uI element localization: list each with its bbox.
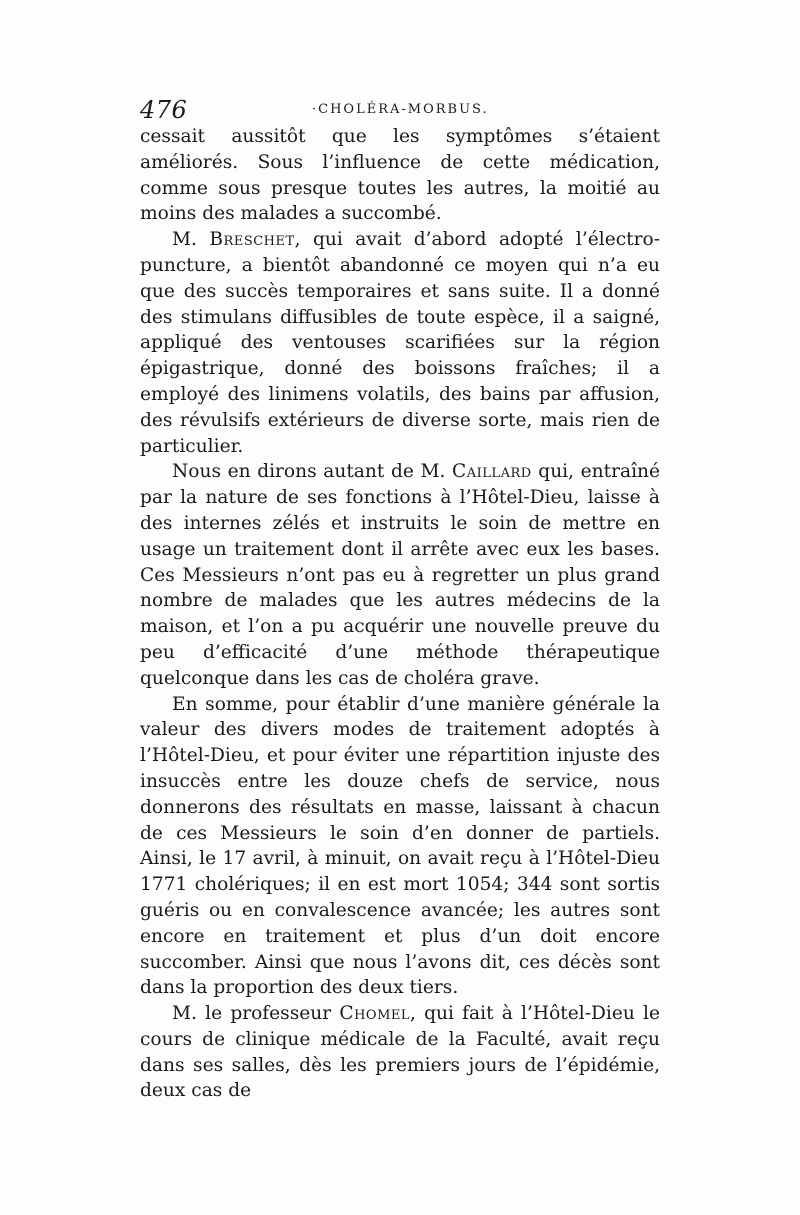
paragraph-2-prefix: M. <box>172 229 210 251</box>
page-number: 476 <box>140 96 188 124</box>
paragraph-2 <box>140 227 660 459</box>
paragraph-1-text: cessait aussitôt que les symptômes s’étaient améliorés. Sous l’influence de cette médication, comme sous presque toutes les autres, la moitié au moins des malades a succombé. <box>140 126 660 225</box>
person-name-breschet: Breschet <box>209 229 295 251</box>
paragraph-2-text: , qui avait d’abord adopté l’électro-puncture, a bientôt abandonné ce moyen qui n’a eu que des succès temporaires et sans suite. Il a donné des stimulans diffusibles de toute espèce, il a saigné, appliqué des ventouses scarifiées sur la région épigastrique, donné des boissons fraîches; il a employé des linimens volatils, des bains par affusion, des révulsifs extérieurs de diverse sorte, mais rien de particulier. <box>140 229 660 457</box>
page-header <box>140 96 660 126</box>
paragraph-3 <box>140 459 660 691</box>
person-name-chomel: Chomel <box>339 1003 410 1025</box>
body-text <box>140 124 660 1104</box>
paragraph-4-text: En somme, pour établir d’une manière générale la valeur des divers modes de traitement adoptés à l’Hôtel-Dieu, et pour éviter une répartition injuste des insuccès entre les douze chefs de service, nous donnerons des résultats en masse, laissant à chacun de ces Messieurs le soin d’en donner de partiels. Ainsi, le 17 avril, à minuit, on avait reçu à l’Hôtel-Dieu 1771 cholériques; il en est mort 1054; 344 sont sortis guéris ou en convalescence avancée; les autres sont encore en traitement et plus d’un doit encore succomber. Ainsi que nous l’avons dit, ces décès sont dans la proportion des deux tiers. <box>140 693 660 999</box>
paragraph-3-text: qui, entraîné par la nature de ses fonctions à l’Hôtel-Dieu, laisse à des internes zélés et instruits le soin de mettre en usage un traitement dont il arrête avec eux les bases. Ces Messieurs n’ont pas eu à regretter un plus grand nombre de malades que les autres médecins de la maison, et l’on a pu acquérir une nouvelle preuve du peu d’efficacité d’une méthode thérapeutique quelconque dans les cas de choléra grave. <box>140 461 660 689</box>
paragraph-5-prefix: M. le professeur <box>172 1003 340 1025</box>
paragraph-1 <box>140 124 660 227</box>
paragraph-5-text: , qui fait à l’Hôtel-Dieu le cours de clinique médicale de la Faculté, avait reçu dans ses salles, dès les premiers jours de l’épidémie, deux cas de <box>140 1003 660 1102</box>
paragraph-5 <box>140 1001 660 1104</box>
paragraph-3-prefix: Nous en dirons autant de M. <box>172 461 453 483</box>
paragraph-4 <box>140 692 660 1002</box>
person-name-caillard: Caillard <box>452 461 532 483</box>
running-head: ·CHOLÉRA-MORBUS. <box>312 102 489 117</box>
